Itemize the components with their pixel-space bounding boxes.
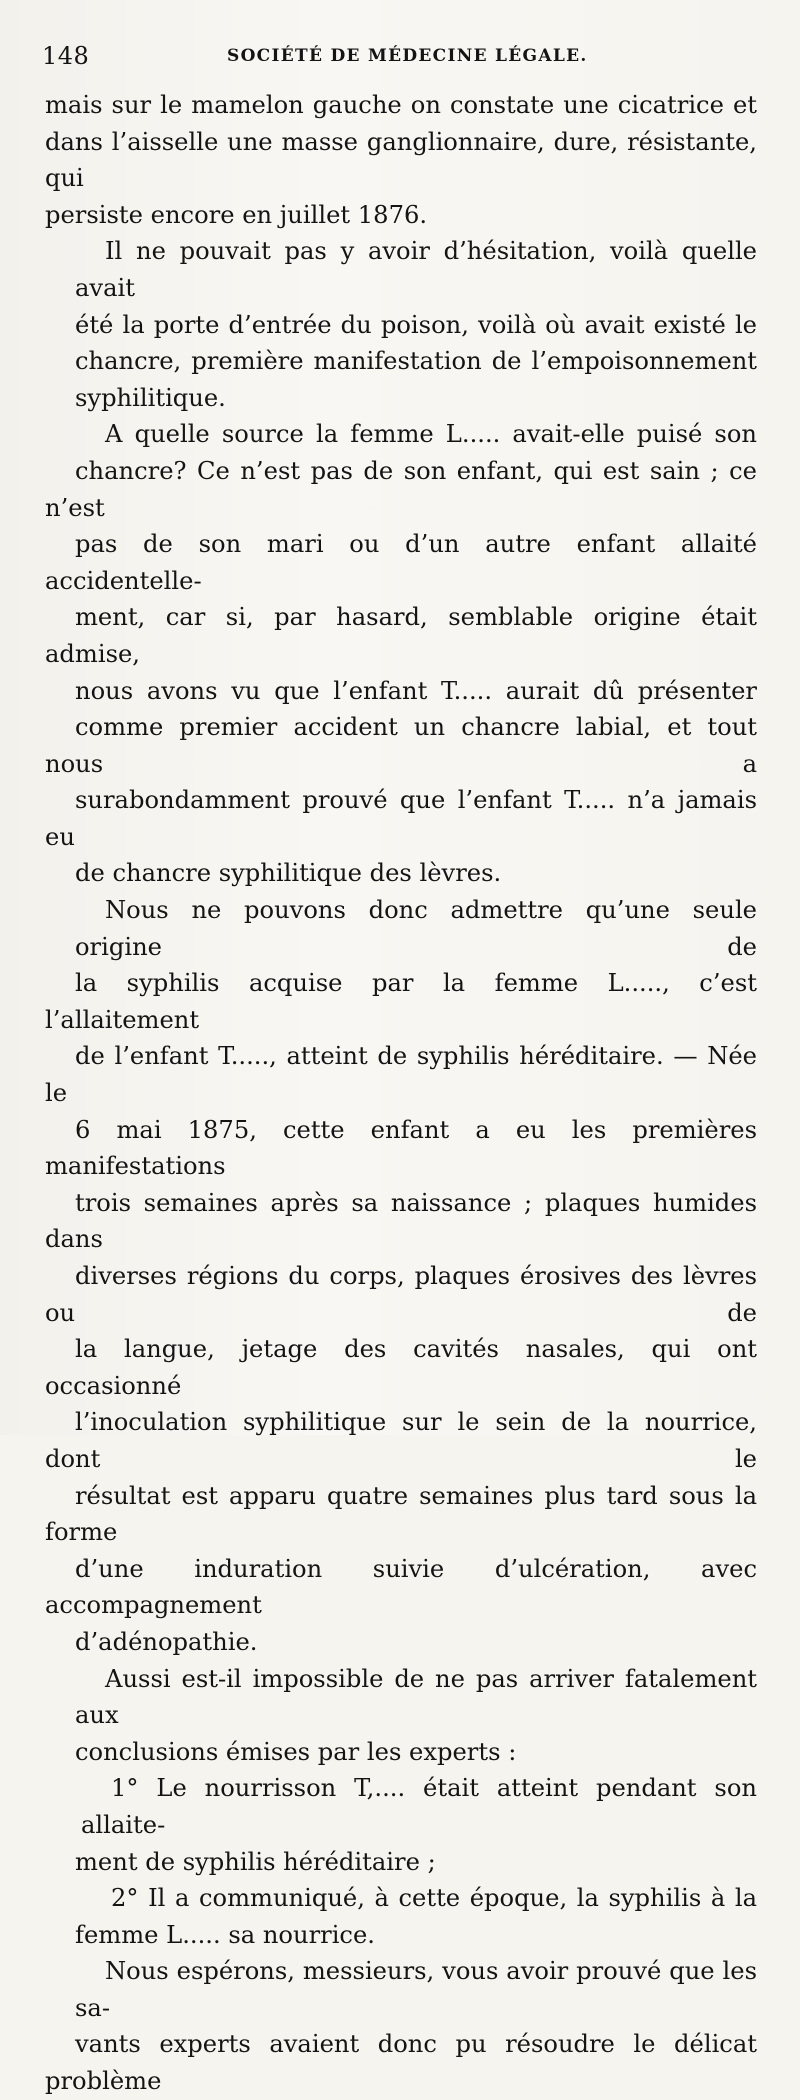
text-line: comme premier accident un chancre labial, et tout nous a (45, 713, 757, 778)
paragraph (45, 1880, 757, 1953)
text-line: 2° Il a communiqué, à cette époque, la syphilis à la (111, 1884, 757, 1913)
paragraph (45, 87, 757, 233)
text-line: pas de son mari ou d’un autre enfant allaité accidentelle- (45, 530, 757, 595)
paragraph (45, 1770, 757, 1880)
text-line: 1° Le nourrisson T,.... était atteint pendant son allaite- (81, 1774, 757, 1839)
text-line: la syphilis acquise par la femme L....., c’est l’allaitement (45, 969, 757, 1034)
text-line: persiste encore en juillet 1876. (45, 200, 428, 229)
text-line: trois semaines après sa naissance ; plaques humides dans (45, 1188, 757, 1254)
text-line: vants experts avaient donc pu résoudre le délicat problème (45, 2030, 757, 2096)
page-header (42, 40, 762, 74)
text-line: nous avons vu que l’enfant T..... aurait dû présenter (75, 676, 757, 705)
text-line: de l’enfant T....., atteint de syphilis héréditaire. — Née le (45, 1042, 757, 1108)
text-line: résultat est apparu quatre semaines plus tard sous la forme (45, 1481, 757, 1547)
text-line: d’une induration suivie d’ulcération, avec accompagnement (45, 1554, 757, 1620)
text-line: femme L..... sa nourrice. (75, 1920, 375, 1949)
running-head: SOCIÉTÉ DE MÉDECINE LÉGALE. (227, 46, 588, 66)
text-line: chancre? Ce n’est pas de son enfant, qui est sain ; ce n’est (45, 456, 757, 522)
text-line: la langue, jetage des cavités nasales, qui ont occasionné (45, 1335, 757, 1400)
text-line: d’adénopathie. (75, 1627, 258, 1656)
text-line: conclusions émises par les experts : (75, 1737, 517, 1766)
text-line: de chancre syphilitique des lèvres. (75, 859, 502, 888)
text-line: dans l’aisselle une masse ganglionnaire, dure, résistante, qui (45, 127, 757, 193)
paragraph (45, 233, 757, 416)
paragraph (45, 1953, 757, 2099)
text-line: été la porte d’entrée du poison, voilà où avait existé le (75, 310, 757, 339)
text-line: A quelle source la femme L..... avait-elle puisé son (105, 420, 757, 449)
text-line: ment, car si, par hasard, semblable origine était admise, (45, 603, 757, 668)
text-line: ment de syphilis héréditaire ; (75, 1847, 436, 1876)
text-line: Il ne pouvait pas y avoir d’hésitation, voilà quelle avait (75, 237, 757, 302)
text-line: chancre, première manifestation de l’empoisonnement (75, 347, 757, 376)
text-line: Nous ne pouvons donc admettre qu’une seule origine de (75, 896, 757, 961)
text-line: diverses régions du corps, plaques érosives des lèvres ou de (45, 1262, 757, 1327)
body-text (45, 87, 757, 2100)
text-line: mais sur le mamelon gauche on constate une cicatrice et (45, 91, 757, 119)
text-line: Nous espérons, messieurs, vous avoir prouvé que les sa- (75, 1957, 757, 2022)
text-line: l’inoculation syphilitique sur le sein de la nourrice, dont le (45, 1408, 757, 1473)
paragraph (45, 892, 757, 1660)
text-line: 6 mai 1875, cette enfant a eu les premières manifestations (45, 1115, 757, 1181)
text-line: syphilitique. (75, 383, 226, 412)
page-number: 148 (42, 42, 90, 70)
paragraph (45, 1661, 757, 1771)
paragraph (45, 416, 757, 892)
text-line: Aussi est-il impossible de ne pas arriver fatalement aux (75, 1664, 757, 1730)
text-line: surabondamment prouvé que l’enfant T..... n’a jamais eu (45, 786, 757, 851)
